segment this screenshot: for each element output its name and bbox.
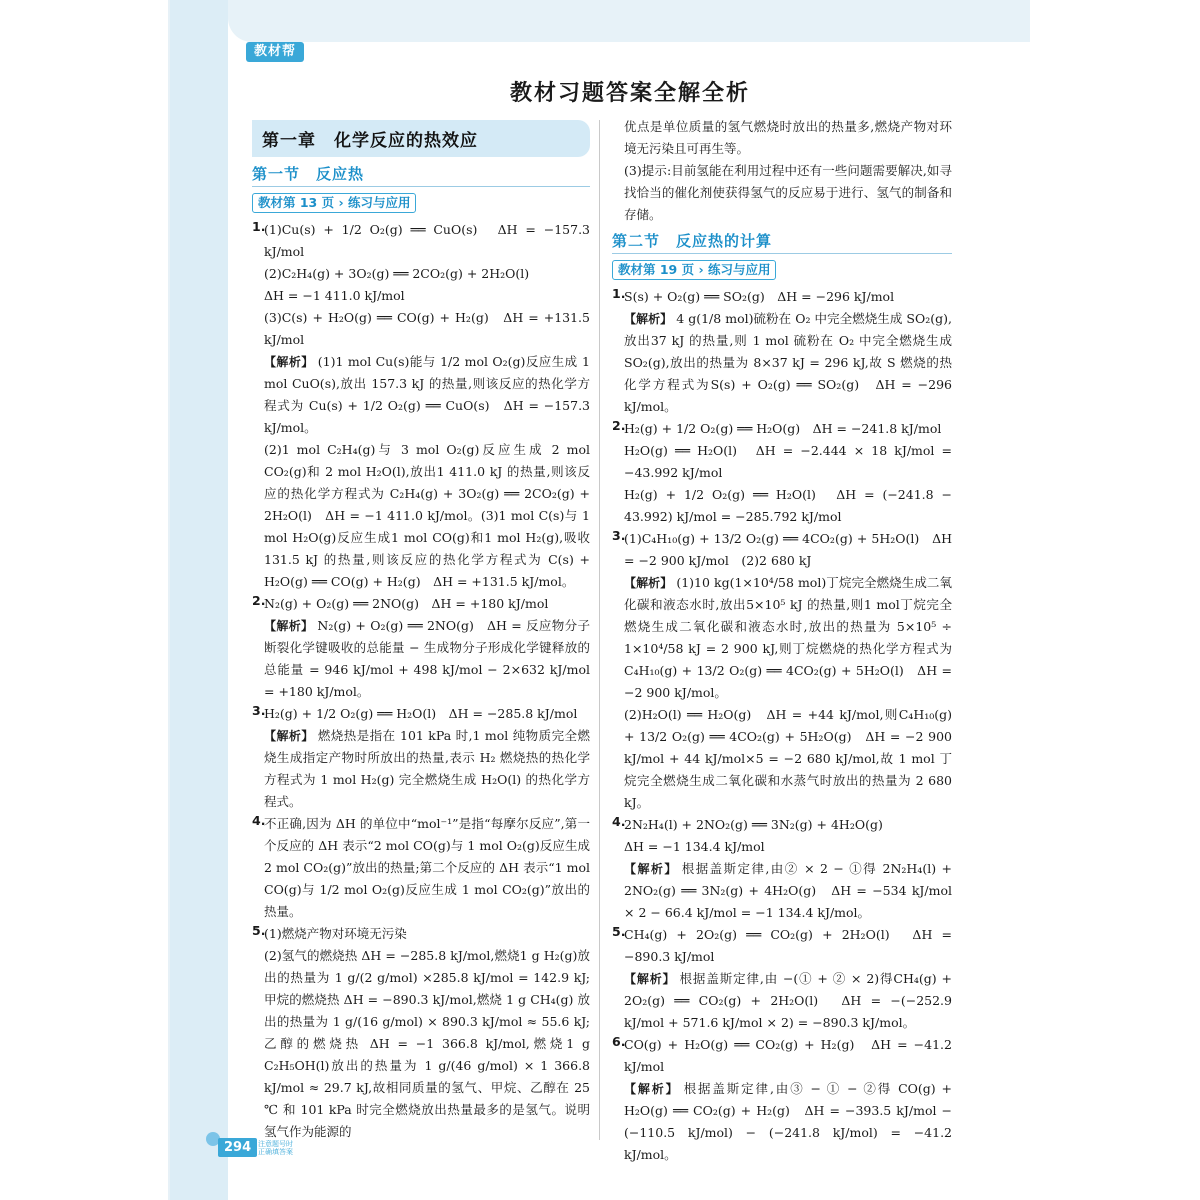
- answer-item: [252, 263, 590, 285]
- item-number: [252, 945, 264, 1143]
- item-content: (2)1 mol C₂H₄(g)与 3 mol O₂(g)反应生成 2 mol CO₂(g)和 2 mol H₂O(l),放出1 411.0 kJ 的热量,则该反应的热化学方程式为 C₂H₄(g) + 3O₂(g) ══ 2CO₂(g) + 2H₂O(l) ΔH = −1 411.0 kJ/mol。(3)1 mol C(s)与 1 mol H₂O(g)反应生成1 mol CO(g)和1 mol H₂(g),吸收 131.5 kJ 的热量,则该反应的热化学方程式为 C(s) + H₂O(g) ══ CO(g) + H₂(g) ΔH = +131.5 kJ/mol。: [264, 442, 590, 589]
- item-text: [624, 418, 952, 440]
- item-number: 2.: [252, 593, 266, 608]
- right-column: [612, 116, 952, 1166]
- item-content: S(s) + O₂(g) ══ SO₂(g) ΔH = −296 kJ/mol: [624, 289, 895, 304]
- answer-item: [252, 813, 590, 923]
- answer-item: [612, 484, 952, 528]
- item-number: [612, 858, 624, 924]
- answer-continuation: [612, 116, 952, 226]
- item-text: [624, 1034, 952, 1078]
- item-text: [624, 924, 952, 968]
- answer-list: [612, 286, 952, 1166]
- item-text: [264, 725, 590, 813]
- item-number: [612, 1078, 624, 1166]
- item-number: [612, 836, 624, 858]
- answer-item: [612, 440, 952, 484]
- answer-item: [612, 572, 952, 704]
- answer-item: [612, 116, 952, 160]
- item-text: [624, 286, 952, 308]
- answer-item: [612, 968, 952, 1034]
- answer-item: [252, 945, 590, 1143]
- item-content: H₂(g) + 1/2 O₂(g) ══ H₂O(g) ΔH = −241.8 kJ/mol: [624, 421, 942, 436]
- item-text: [624, 858, 952, 924]
- answer-item: [252, 923, 590, 945]
- item-text: [264, 439, 590, 593]
- answer-list: [252, 219, 590, 1143]
- item-text: [624, 1078, 952, 1166]
- page-number-note: 注意题号时 正确填答案: [258, 1140, 293, 1156]
- item-text: [264, 351, 590, 439]
- item-content: N₂(g) + O₂(g) ══ 2NO(g) ΔH = +180 kJ/mol: [264, 596, 549, 611]
- item-content: ΔH = −1 134.4 kJ/mol: [624, 839, 765, 854]
- item-content: (1)1 mol Cu(s)能与 1/2 mol O₂(g)反应生成 1 mol CuO(s),放出 157.3 kJ 的热量,则该反应的热化学方程式为 Cu(s) + 1/2 O₂(g) ══ CuO(s) ΔH = −157.3 kJ/mol。: [264, 354, 590, 435]
- answer-item: [252, 593, 590, 615]
- analysis-tag: 【解析】: [624, 972, 676, 986]
- item-content: (1)Cu(s) + 1/2 O₂(g) ══ CuO(s) ΔH = −157.3 kJ/mol: [264, 222, 590, 259]
- item-content: (3)C(s) + H₂O(g) ══ CO(g) + H₂(g) ΔH = +131.5 kJ/mol: [264, 310, 590, 347]
- section-heading: 第二节 反应热的计算: [612, 230, 952, 254]
- item-content: N₂(g) + O₂(g) ══ 2NO(g) ΔH = 反应物分子断裂化学键吸收的总能量 − 生成物分子形成化学键释放的总能量 = 946 kJ/mol + 498 kJ/mol − 2×632 kJ/mol = +180 kJ/mol。: [264, 618, 590, 699]
- answer-item: [612, 418, 952, 440]
- exercise-label: 教材第 19 页 › 练习与应用: [612, 260, 776, 280]
- item-content: 2N₂H₄(l) + 2NO₂(g) ══ 3N₂(g) + 4H₂O(g): [624, 817, 883, 832]
- answer-item: [612, 308, 952, 418]
- item-number: [612, 308, 624, 418]
- item-content: 根据盖斯定律,由③ − ① − ②得 CO(g) + H₂O(g) ══ CO₂(g) + H₂(g) ΔH = −393.5 kJ/mol − (−110.5 kJ/mol) − (−241.8 kJ/mol) = −41.2 kJ/mol。: [624, 1081, 952, 1162]
- item-content: (2)H₂O(l) ══ H₂O(g) ΔH = +44 kJ/mol,则C₄H₁₀(g) + 13/2 O₂(g) ══ 4CO₂(g) + 5H₂O(g) ΔH = −2 900 kJ/mol + 44 kJ/mol×5 = −2 680 kJ/mol,故 1 mol 丁烷完全燃烧生成二氧化碳和水蒸气时放出的热量为 2 680 kJ。: [624, 707, 952, 810]
- item-text: [624, 308, 952, 418]
- item-content: (3)提示:目前氢能在利用过程中还有一些问题需要解决,如寻找恰当的催化剂使获得氢气的反应易于进行、氢气的制备和存储。: [624, 163, 952, 222]
- answer-item: [612, 858, 952, 924]
- item-text: [624, 116, 952, 160]
- item-number: [252, 263, 264, 285]
- item-number: [252, 307, 264, 351]
- item-text: [264, 307, 590, 351]
- item-content: (1)C₄H₁₀(g) + 13/2 O₂(g) ══ 4CO₂(g) + 5H₂O(l) ΔH = −2 900 kJ/mol (2)2 680 kJ: [624, 531, 952, 568]
- analysis-tag: 【解析】: [624, 1082, 680, 1096]
- item-content: (2)氢气的燃烧热 ΔH = −285.8 kJ/mol,燃烧1 g H₂(g)放出的热量为 1 g/(2 g/mol) ×285.8 kJ/mol = 142.9 kJ;甲烷的燃烧热 ΔH = −890.3 kJ/mol,燃烧 1 g CH₄(g) 放出的热量为 1 g/(16 g/mol) × 890.3 kJ/mol ≈ 55.6 kJ;乙醇的燃烧热 ΔH = −1 366.8 kJ/mol,燃烧1 g C₂H₅OH(l)放出的热量为 1 g/(46 g/mol) × 1 366.8 kJ/mol ≈ 29.7 kJ,故相同质量的氢气、甲烷、乙醇在 25 ℃ 和 101 kPa 时完全燃烧放出热量最多的是氢气。说明氢气作为能源的: [264, 948, 590, 1139]
- item-content: 不正确,因为 ΔH 的单位中“mol⁻¹”是指“每摩尔反应”,第一个反应的 ΔH 表示“2 mol CO(g)与 1 mol O₂(g)反应生成 2 mol CO₂(g)”放出的热量;第二个反应的 ΔH 表示“1 mol CO(g)与 1/2 mol O₂(g)反应生成 1 mol CO₂(g)”放出的热量。: [264, 816, 590, 919]
- item-number: [252, 439, 264, 593]
- item-number: 1.: [612, 286, 626, 301]
- item-text: [264, 615, 590, 703]
- item-content: 4 g(1/8 mol)硫粉在 O₂ 中完全燃烧生成 SO₂(g),放出37 kJ 的热量,则 1 mol 硫粉在 O₂ 中完全燃烧生成 SO₂(g),放出的热量为 8×37 kJ = 296 kJ,故 S 燃烧的热化学方程式为S(s) + O₂(g) ══ SO₂(g) ΔH = −296 kJ/mol。: [624, 311, 952, 414]
- item-number: 5.: [252, 923, 266, 938]
- answer-item: [612, 704, 952, 814]
- answer-item: [252, 439, 590, 593]
- analysis-tag: 【解析】: [264, 355, 314, 369]
- item-content: H₂(g) + 1/2 O₂(g) ══ H₂O(l) ΔH = (−241.8 − 43.992) kJ/mol = −285.792 kJ/mol: [624, 487, 952, 524]
- item-text: [624, 814, 952, 836]
- item-text: [264, 923, 590, 945]
- item-number: 3.: [252, 703, 266, 718]
- item-number: [612, 160, 624, 226]
- exercise-label: 教材第 13 页 › 练习与应用: [252, 193, 416, 213]
- item-text: [264, 703, 590, 725]
- item-number: 6.: [612, 1034, 626, 1049]
- item-text: [624, 968, 952, 1034]
- answer-item: [612, 286, 952, 308]
- item-number: [252, 725, 264, 813]
- item-text: [264, 593, 590, 615]
- item-number: 5.: [612, 924, 626, 939]
- item-content: H₂(g) + 1/2 O₂(g) ══ H₂O(l) ΔH = −285.8 kJ/mol: [264, 706, 578, 721]
- page-header-band: [228, 0, 1030, 42]
- item-text: [264, 219, 590, 263]
- item-number: [612, 116, 624, 160]
- answer-item: [252, 703, 590, 725]
- page-title: 教材习题答案全解全析: [509, 81, 750, 106]
- analysis-tag: 【解析】: [624, 312, 673, 326]
- item-number: [252, 351, 264, 439]
- item-content: (1)10 kg(1×10⁴/58 mol)丁烷完全燃烧生成二氧化碳和液态水时,放出5×10⁵ kJ 的热量,则1 mol丁烷完全燃烧生成二氧化碳和液态水时,放出的热量为 5×10⁵ ÷ 1×10⁴/58 kJ = 2 900 kJ,则丁烷燃烧的热化学方程式为 C₄H₁₀(g) + 13/2 O₂(g) ══ 4CO₂(g) + 5H₂O(l) ΔH = −2 900 kJ/mol。: [624, 575, 952, 700]
- item-number: 3.: [612, 528, 626, 543]
- item-text: [624, 836, 952, 858]
- item-text: [624, 704, 952, 814]
- answer-item: [252, 285, 590, 307]
- item-text: [624, 160, 952, 226]
- item-content: (2)C₂H₄(g) + 3O₂(g) ══ 2CO₂(g) + 2H₂O(l): [264, 266, 530, 281]
- answer-item: [612, 528, 952, 572]
- answer-item: [612, 1034, 952, 1078]
- brand-tag: 教材帮: [246, 42, 304, 62]
- chapter-heading: 第一章 化学反应的热效应: [252, 120, 590, 157]
- answer-item: [612, 160, 952, 226]
- item-number: [612, 440, 624, 484]
- item-content: CH₄(g) + 2O₂(g) ══ CO₂(g) + 2H₂O(l) ΔH = −890.3 kJ/mol: [624, 927, 952, 964]
- page-spine: [170, 0, 228, 1200]
- item-number: [612, 704, 624, 814]
- analysis-tag: 【解析】: [624, 862, 678, 876]
- item-text: [624, 440, 952, 484]
- analysis-tag: 【解析】: [264, 619, 314, 633]
- item-number: 2.: [612, 418, 626, 433]
- answer-item: [612, 1078, 952, 1166]
- left-column: [252, 120, 590, 1143]
- item-content: CO(g) + H₂O(g) ══ CO₂(g) + H₂(g) ΔH = −41.2 kJ/mol: [624, 1037, 952, 1074]
- section-heading: 第一节 反应热: [252, 163, 590, 187]
- item-content: H₂O(g) ══ H₂O(l) ΔH = −2.444 × 18 kJ/mol = −43.992 kJ/mol: [624, 443, 952, 480]
- item-number: [612, 968, 624, 1034]
- answer-item: [252, 219, 590, 263]
- item-text: [624, 572, 952, 704]
- analysis-tag: 【解析】: [624, 576, 673, 590]
- item-number: [612, 572, 624, 704]
- item-number: 4.: [612, 814, 626, 829]
- answer-item: [612, 924, 952, 968]
- item-text: [264, 813, 590, 923]
- item-text: [624, 484, 952, 528]
- answer-item: [252, 725, 590, 813]
- page-number: 294: [218, 1138, 257, 1157]
- item-number: [252, 615, 264, 703]
- item-content: 根据盖斯定律,由② × 2 − ①得 2N₂H₄(l) + 2NO₂(g) ══ 3N₂(g) + 4H₂O(g) ΔH = −534 kJ/mol × 2 − 66.4 kJ/mol = −1 134.4 kJ/mol。: [624, 861, 952, 920]
- item-content: 燃烧热是指在 101 kPa 时,1 mol 纯物质完全燃烧生成指定产物时所放出的热量,表示 H₂ 燃烧热的热化学方程式为 1 mol H₂(g) 完全燃烧生成 H₂O(l) 的热化学方程式。: [264, 728, 590, 809]
- item-content: 优点是单位质量的氢气燃烧时放出的热量多,燃烧产物对环境无污染且可再生等。: [624, 119, 952, 156]
- answer-item: [612, 836, 952, 858]
- item-text: [264, 285, 590, 307]
- item-number: 1.: [252, 219, 266, 234]
- answer-item: [612, 814, 952, 836]
- column-divider: [599, 120, 600, 1140]
- item-content: (1)燃烧产物对环境无污染: [264, 926, 407, 941]
- answer-item: [252, 351, 590, 439]
- answer-item: [252, 615, 590, 703]
- item-content: ΔH = −1 411.0 kJ/mol: [264, 288, 405, 303]
- item-text: [264, 263, 590, 285]
- analysis-tag: 【解析】: [264, 729, 314, 743]
- answer-item: [252, 307, 590, 351]
- item-text: [264, 945, 590, 1143]
- item-content: 根据盖斯定律,由 −(① + ② × 2)得CH₄(g) + 2O₂(g) ══ CO₂(g) + 2H₂O(l) ΔH = −(−252.9 kJ/mol + 571.6 kJ/mol × 2) = −890.3 kJ/mol。: [624, 971, 952, 1030]
- item-number: [612, 484, 624, 528]
- item-text: [624, 528, 952, 572]
- item-number: [252, 285, 264, 307]
- item-number: 4.: [252, 813, 266, 828]
